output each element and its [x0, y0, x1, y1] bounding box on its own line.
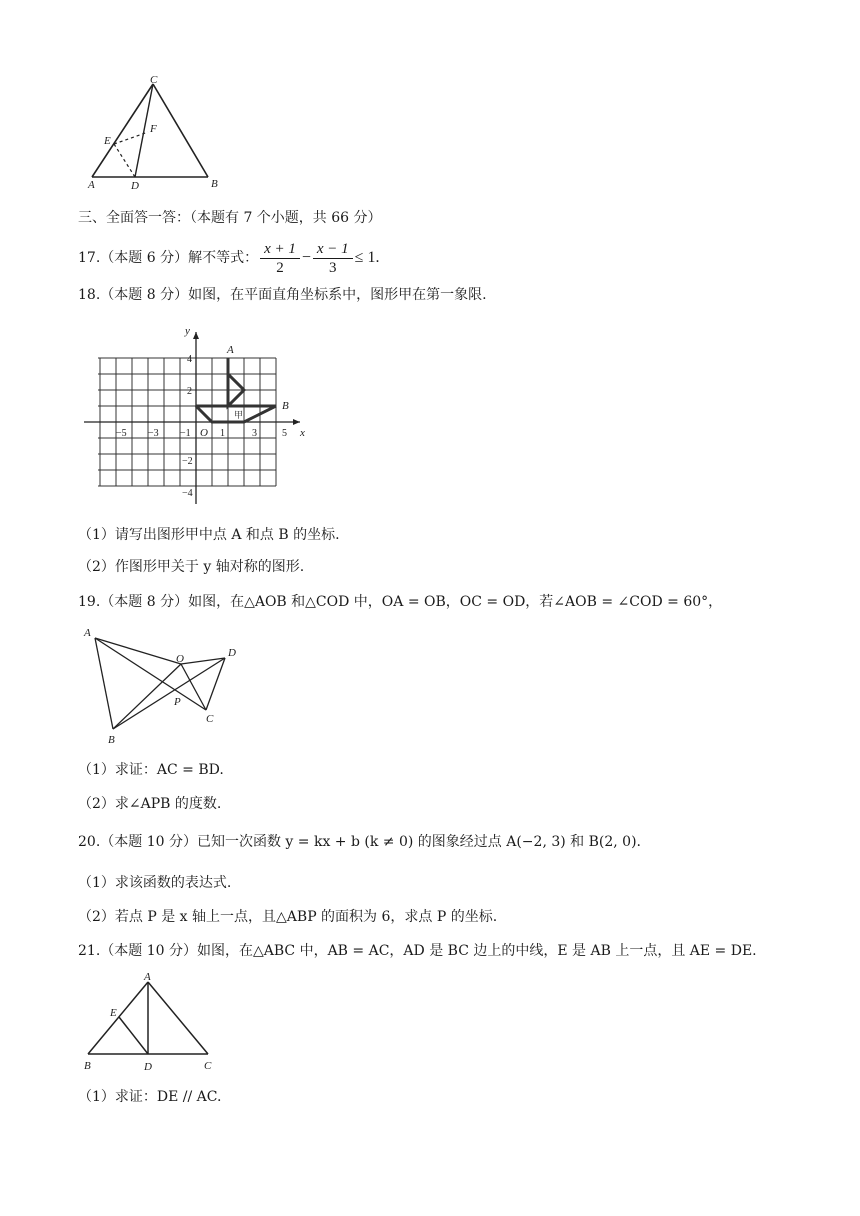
question-20 [78, 832, 641, 852]
q18-part-1: （1）请写出图形甲中点 A 和点 B 的坐标. [78, 527, 340, 543]
q21-label-C: C [204, 1060, 212, 1072]
q19-label-P: P [174, 696, 181, 708]
y-tick-neg2: −2 [182, 456, 193, 467]
q20-part-2: （2）若点 P 是 x 轴上一点，且△ABP 的面积为 6，求点 P 的坐标. [78, 909, 498, 925]
label-D: D [131, 180, 139, 192]
section-three-heading: 三、全面答一答：（本题有 7 个小题，共 66 分） [78, 210, 382, 226]
quadrilateral-figure-q19 [80, 622, 250, 747]
q19-number: 19. [78, 594, 101, 610]
x-tick-1: 1 [220, 428, 225, 439]
q21-number: 21. [78, 943, 101, 959]
q17-number: 17. [78, 250, 101, 266]
q21-part-1: （1）求证：DE // AC. [78, 1089, 222, 1105]
label-E: E [104, 135, 111, 147]
coordinate-grid-figure [84, 322, 314, 512]
q21-label-A: A [144, 971, 151, 983]
q19-text: （本题 8 分）如图，在△AOB 和△COD 中，OA = OB，OC = OD，若∠AOB = ∠COD = 60°， [100, 594, 723, 610]
y-tick-neg4: −4 [182, 488, 193, 499]
q19-label-D: D [228, 647, 236, 659]
q21-text: （本题 10 分）如图，在△ABC 中，AB = AC，AD 是 BC 边上的中线，E 是 AB 上一点，且 AE = DE. [100, 943, 757, 959]
question-17 [78, 239, 379, 277]
q19-label-C: C [206, 713, 214, 725]
point-B-label: B [282, 400, 289, 412]
x-tick-5: 5 [282, 428, 287, 439]
x-tick-3: 3 [252, 428, 257, 439]
triangle-figure-top [84, 74, 234, 194]
q20-part-1: （1）求该函数的表达式. [78, 875, 232, 891]
question-18 [78, 285, 487, 305]
y-tick-4: 4 [187, 354, 192, 365]
y-axis-label: y [185, 325, 190, 337]
triangle-figure-q21 [80, 970, 230, 1078]
q19-part-2: （2）求∠APB 的度数. [78, 796, 222, 812]
question-21 [78, 941, 757, 961]
q18-number: 18. [78, 287, 101, 303]
label-C: C [150, 74, 158, 86]
q20-number: 20. [78, 834, 101, 850]
point-A-label: A [227, 344, 234, 356]
label-A: A [88, 179, 95, 191]
origin-label: O [200, 427, 208, 439]
question-19 [78, 592, 722, 612]
q21-label-B: B [84, 1060, 91, 1072]
jia-label: 甲 [234, 411, 244, 421]
x-axis-label: x [300, 427, 305, 439]
q21-label-E: E [110, 1007, 117, 1019]
q19-label-A: A [84, 627, 91, 639]
fraction-2-denominator: 3 [329, 259, 337, 276]
q20-text: （本题 10 分）已知一次函数 y = kx + b (k ≠ 0) 的图象经过点 A(−2, 3) 和 B(2, 0). [100, 834, 641, 850]
fraction-1 [260, 240, 300, 277]
label-B: B [211, 178, 218, 190]
fraction-1-denominator: 2 [276, 259, 284, 276]
fraction-2 [313, 240, 353, 277]
x-tick-neg5: −5 [116, 428, 127, 439]
q21-label-D: D [144, 1061, 152, 1073]
x-tick-neg3: −3 [148, 428, 159, 439]
x-tick-neg1: −1 [180, 428, 191, 439]
minus-sign: − [301, 249, 311, 266]
q19-label-B: B [108, 734, 115, 746]
y-tick-2: 2 [187, 386, 192, 397]
q17-head: （本题 6 分）解不等式： [100, 250, 259, 266]
inequality-tail: ≤ 1. [354, 249, 380, 266]
fraction-1-numerator: x + 1 [260, 240, 300, 259]
q18-part-2: （2）作图形甲关于 y 轴对称的图形. [78, 559, 305, 575]
q18-text: （本题 8 分）如图，在平面直角坐标系中，图形甲在第一象限. [100, 287, 487, 303]
label-F: F [150, 123, 157, 135]
fraction-2-numerator: x − 1 [313, 240, 353, 259]
q19-label-O: O [176, 653, 184, 665]
q19-part-1: （1）求证：AC = BD. [78, 762, 224, 778]
